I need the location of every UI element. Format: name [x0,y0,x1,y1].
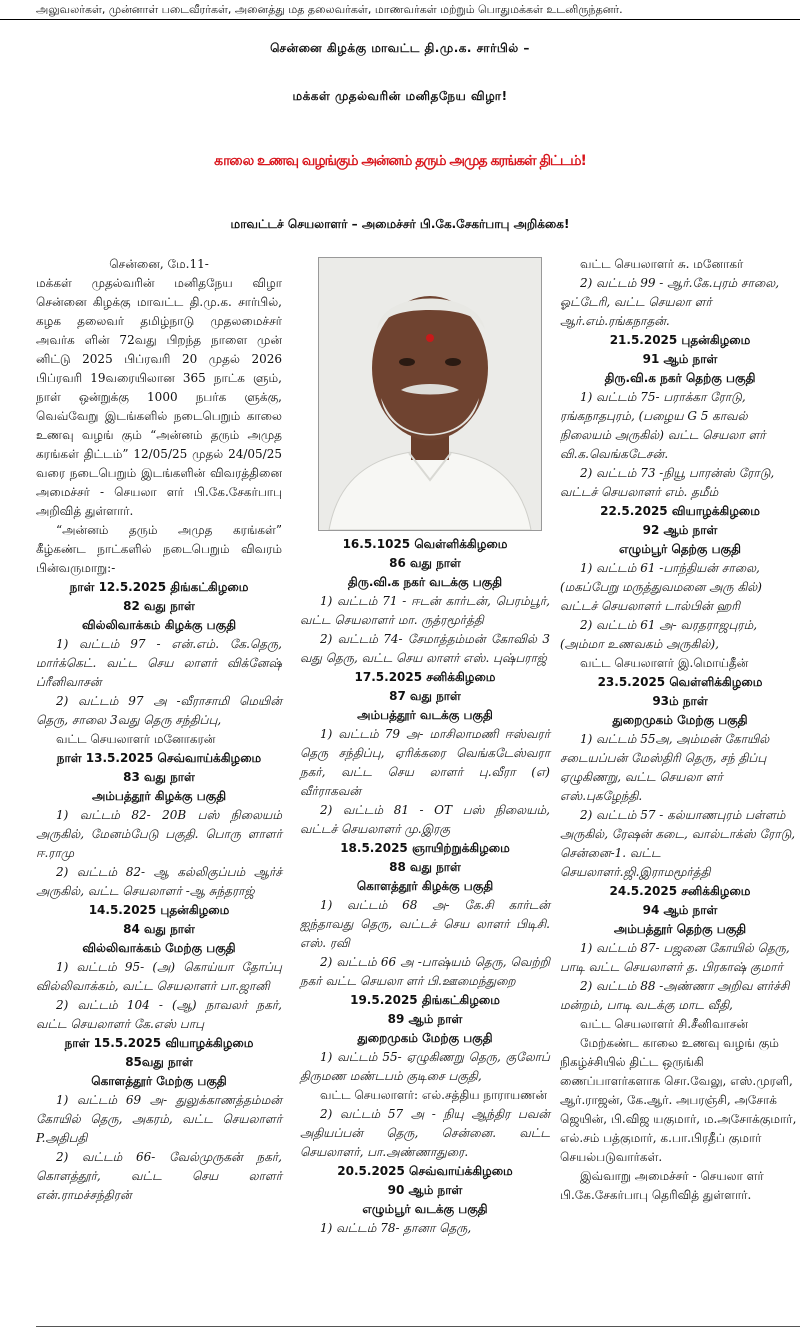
headline-black [0,28,800,116]
minister-portrait [318,257,542,531]
area-heading: திரு.வி.க நகர் வடக்கு பகுதி [347,575,503,589]
list-item: 1) வட்டம் 95- (அ) கொய்யா தோப்பு வில்லிவாக்கம், வட்ட செயலாளர் பா.ஜானி [36,960,282,993]
list-item: 2) வட்டம் 82- ஆ கல்லிகுப்பம் ஆர்ச் அருகில், வட்ட செயலாளர் -ஆ சுந்தராஜ் [36,865,282,898]
list-item: 2) வட்டம் 99 - ஆர்.கே.புரம் சாலை, ஓட்டேரி, வட்ட செயலா ளர் ஆர்.எம்.ரங்கநாதன். [560,276,780,328]
headline-line-1: சென்னை கிழக்கு மாவட்ட தி.மு.க. சார்பில் – [270,41,530,55]
list-item: 2) வட்டம் 66 அ -பாஷ்யம் தெரு, வெற்றி நகர் வட்ட செயலா ளர் பி.ஊமைந்துறை [300,955,550,988]
list-item: 1) வட்டம் 87- பஜனை கோயில் தெரு, பாடி வட்ட செயலாளர் த. பிரகாஷ் குமார் [560,941,790,974]
area-heading: கொளத்தூர் கிழக்கு பகுதி [356,879,494,893]
list-item: 2) வட்டம் 57 - கல்யாணபுரம் பள்ளம் அருகில், ரேஷன் கடை, வால்டாக்ஸ் ரோடு, சென்னை-1. வட்ட செயலாளர்.ஜி.இராமமூர்த்தி [560,808,796,879]
day-number: 89 ஆம் நாள் [387,1012,463,1026]
list-item: 2) வட்டம் 88 -அண்ணா அறிவ ளர்ச்சி மன்றம், பாடி வடக்கு மாட வீதி, [560,979,790,1012]
area-heading: அம்பத்தூர் தெற்கு பகுதி [613,922,747,936]
list-item: வட்ட செயலாளர் மனோகரன் [56,732,216,746]
closing-paragraph: மேற்கண்ட காலை உணவு வழங் கும் நிகழ்ச்சியில் திட்ட ஒருங்கி ணைப்பாளர்களாக சொ.வேலு, எஸ்.முரளி, ஆர்.ராஜன், கே.ஆர். அபரஞ்சி, அசோக் ஜெயின், பி.விஜ யகுமார், ம.அசோக்குமார், எல்.சம் பத்குமார், க.பா.பிரதீப் குமார் செயல்படுவார்கள். [560,1036,797,1164]
area-heading: எழும்பூர் வடக்கு பகுதி [362,1202,488,1216]
day-heading: நாள் 13.5.2025 செவ்வாய்க்கிழமை [56,751,262,765]
list-item: வட்ட செயலாளர் இ.மொய்தீன் [580,656,749,670]
list-item: 2) வட்டம் 81 - OT பஸ் நிலையம், வட்டச் செயலாளர் மு.இரகு [300,803,550,836]
day-number: 85வது நாள் [125,1055,193,1069]
day-heading: 23.5.2025 வெள்ளிக்கிழமை [597,675,763,689]
list-item: 1) வட்டம் 61 -பாந்தியன் சாலை, (மகப்பேறு மருத்துவமனை அரு கில்) வட்டச் செயலாளர் டால்பின் ஹரி [560,561,762,613]
day-number: 91 ஆம் நாள் [642,352,718,366]
bottom-rule [36,1326,800,1327]
day-heading: 16.5.1025 வெள்ளிக்கிழமை [342,537,508,551]
article-column-3 [560,255,800,1205]
top-strip-text: அலுவலர்கள், முன்னாள் படைவீரர்கள், அனைத்து மத தலைவர்கள், மாணவர்கள் மற்றும் பொதுமக்கள் உடனிருந்தனர். [0,0,800,20]
list-item: 2) வட்டம் 61 அ- வரதராஜபுரம், (அம்மா உணவகம் அருகில்), [560,618,758,651]
list-item: 2) வட்டம் 74- சேமாத்தம்மன் கோவில் 3 வது தெரு, வட்ட செய லாளர் எஸ். புஷ்பராஜ் [300,632,550,665]
day-number: 93ம் நாள் [652,694,708,708]
area-heading: கொளத்தூர் மேற்கு பகுதி [91,1074,227,1088]
list-item: 1) வட்டம் 55- ஏழுகிணறு தெரு, குலோப் திருமண மண்டபம் குடிசை பகுதி, [300,1050,550,1083]
headline-sub: மாவட்டச் செயலாளர் – அமைச்சர் பி.கே.சேகர்பாபு அறிக்கை! [230,217,570,231]
day-heading: 17.5.2025 சனிக்கிழமை [354,670,496,684]
list-item: 2) வட்டம் 66- வேல்முருகன் நகர், கொளத்தூர், வட்ட செய லாளர் என்.ராமச்சந்திரன் [36,1150,282,1202]
list-item: 2) வட்டம் 97 அ -வீராசாமி மெயின் தெரு, சாலை 3வது தெரு சந்திப்பு, [36,694,282,727]
list-item: வட்ட செயலாளர் சி.சீனிவாசன் [580,1017,749,1031]
area-heading: எழும்பூர் தெற்கு பகுதி [619,542,741,556]
day-number: 88 வது நாள் [389,860,461,874]
article-column-1 [36,255,282,1205]
area-heading: அம்பத்தூர் கிழக்கு பகுதி [91,789,227,803]
day-heading: 21.5.2025 புதன்கிழமை [609,333,751,347]
list-item: 1) வட்டம் 68 அ- கே.சி கார்டன் ஐந்தாவது தெரு, வட்டச் செய லாளர் பிடிசி. எஸ். ரவி [300,898,550,950]
intro-paragraph: மக்கள் முதல்வரின் மனிதநேய விழா சென்னை கிழக்கு மாவட்ட தி.மு.க. சார்பில், கழக தலைவர் தமிழ்நாடு முதலமைச்சர் அவர்க ளின் 72வது பிறந்த நாளை முன் னிட்டு 2025 பிப்ரவரி 20 முதல் 2026 பிப்ரவரி 19வரையிலான 365 நாட்க ளும், நாள் ஒன்றுக்கு 1000 நபர்க ளுக்கு, வெவ்வேறு இடங்களில் நடைபெறும் காலை உணவு வழங் கும் “அன்னம் தரும் அமுத கரங்கள் திட்டம்” 12/05/25 முதல் 24/05/25 வரை நடைபெறும் இடங்களின் விவரத்தினை அமைச்சர் - செயலா ளர் பி.கே.சேகர்பாபு அறிவித் துள்ளார். [36,276,282,518]
list-item: 1) வட்டம் 55அ, அம்மன் கோயில் சடையப்பன் மேஸ்திரி தெரு, சந் திப்பு ஏழுகிணறு, வட்ட செயலா ளர் எஸ்.புகழேந்தி. [560,732,770,803]
day-number: 94 ஆம் நாள் [642,903,718,917]
list-item: வட்ட செயலாளர்: எல்.சத்திய நாராயணன் [320,1088,548,1102]
list-item: வட்ட செயலாளர் சு. மனோகர் [580,257,744,271]
day-number: 90 ஆம் நாள் [387,1183,463,1197]
list-item: 1) வட்டம் 71 - ஈடன் கார்டன், பெரம்பூர், வட்ட செயலாளர் மா. ருத்ரமூர்த்தி [300,594,550,627]
list-item: 1) வட்டம் 82- 20B பஸ் நிலையம் அருகில், மேனம்பேடு பகுதி. பொரு ளாளர் ஈ.ராமு [36,808,282,860]
day-heading: 20.5.2025 செவ்வாய்க்கிழமை [337,1164,513,1178]
day-heading: நாள் 15.5.2025 வியாழக்கிழமை [64,1036,254,1050]
article-column-2 [300,535,550,1238]
list-item: 2) வட்டம் 73 -நியூ பாரன்ஸ் ரோடு, வட்டச் செயலாளர் எம். தமீம் [560,466,775,499]
list-item: 2) வட்டம் 57 அ - நியு ஆந்திர பவன் அதியப்பன் தெரு, சென்னை. வட்ட செயலாளர், பா.அண்ணாதுரை. [300,1107,550,1159]
list-item: 1) வட்டம் 97 - என்.எம். கே.தெரு, மார்க்கெட். வட்ட செய லாளர் விக்னேஷ் ப்ரீனிவாசன் [36,637,282,689]
day-heading: 19.5.2025 திங்கட்கிழமை [350,993,500,1007]
closing-paragraph-2: இவ்வாறு அமைச்சர் - செயலா ளர் பி.கே.சேகர்பாபு தெரிவித் துள்ளார். [560,1169,764,1202]
day-number: 87 வது நாள் [389,689,461,703]
list-item: 1) வட்டம் 79 அ- மாசிலாமணி ஈஸ்வரர் தெரு சந்திப்பு, ஏரிக்கரை வெங்கடேஸ்வரா நகர், வட்ட செய லாளர் பு.வீரா (எ) வீர்ராகவன் [300,727,550,798]
day-heading: 18.5.2025 ஞாயிற்றுக்கிழமை [340,841,510,855]
day-number: 83 வது நாள் [123,770,195,784]
day-heading: 24.5.2025 சனிக்கிழமை [609,884,751,898]
dateline: சென்னை, மே.11- [109,257,209,271]
area-heading: அம்பத்தூர் வடக்கு பகுதி [357,708,493,722]
portrait-illustration [319,258,541,530]
headline-red: காலை உணவு வழங்கும் அன்னம் தரும் அமுத கரங்கள் திட்டம்! [214,153,586,169]
list-item: 1) வட்டம் 69 அ- துலுக்காணத்தம்மன் கோயில் தெரு, அகரம், வட்ட செயலாளர் P.அதிபதி [36,1093,282,1145]
day-number: 82 வது நாள் [123,599,195,613]
headline-line-2: மக்கள் முதல்வரின் மனிதநேய விழா! [292,89,508,103]
area-heading: திரு.வி.க நகர் தெற்கு பகுதி [604,371,756,385]
day-heading: நாள் 12.5.2025 திங்கட்கிழமை [69,580,249,594]
day-heading: 14.5.2025 புதன்கிழமை [88,903,230,917]
list-item: 1) வட்டம் 78- தானா தெரு, [320,1221,472,1235]
day-number: 84 வது நாள் [123,922,195,936]
list-item: 1) வட்டம் 75- பராக்கா ரோடு, ரங்கநாதபுரம், (பழைய G 5 காவல் நிலையம் அருகில்) வட்ட செயலா ளர் வி.க.வெங்கடேசன். [560,390,766,461]
list-item: 2) வட்டம் 104 - (ஆ) நாவலர் நகர், வட்ட செயலாளர் கே.எஸ் பாபு [36,998,282,1031]
area-heading: வில்லிவாக்கம் மேற்கு பகுதி [82,941,236,955]
day-number: 92 ஆம் நாள் [642,523,718,537]
area-heading: வில்லிவாக்கம் கிழக்கு பகுதி [81,618,237,632]
area-heading: துறைமுகம் மேற்கு பகுதி [357,1031,493,1045]
intro-paragraph-2: “அன்னம் தரும் அமுத கரங்கள்” கீழ்கண்ட நாட்களில் நடைபெறும் விவரம் பின்வருமாறு:- [36,523,282,575]
day-heading: 22.5.2025 வியாழக்கிழமை [600,504,760,518]
area-heading: துறைமுகம் மேற்கு பகுதி [612,713,748,727]
day-number: 86 வது நாள் [389,556,461,570]
